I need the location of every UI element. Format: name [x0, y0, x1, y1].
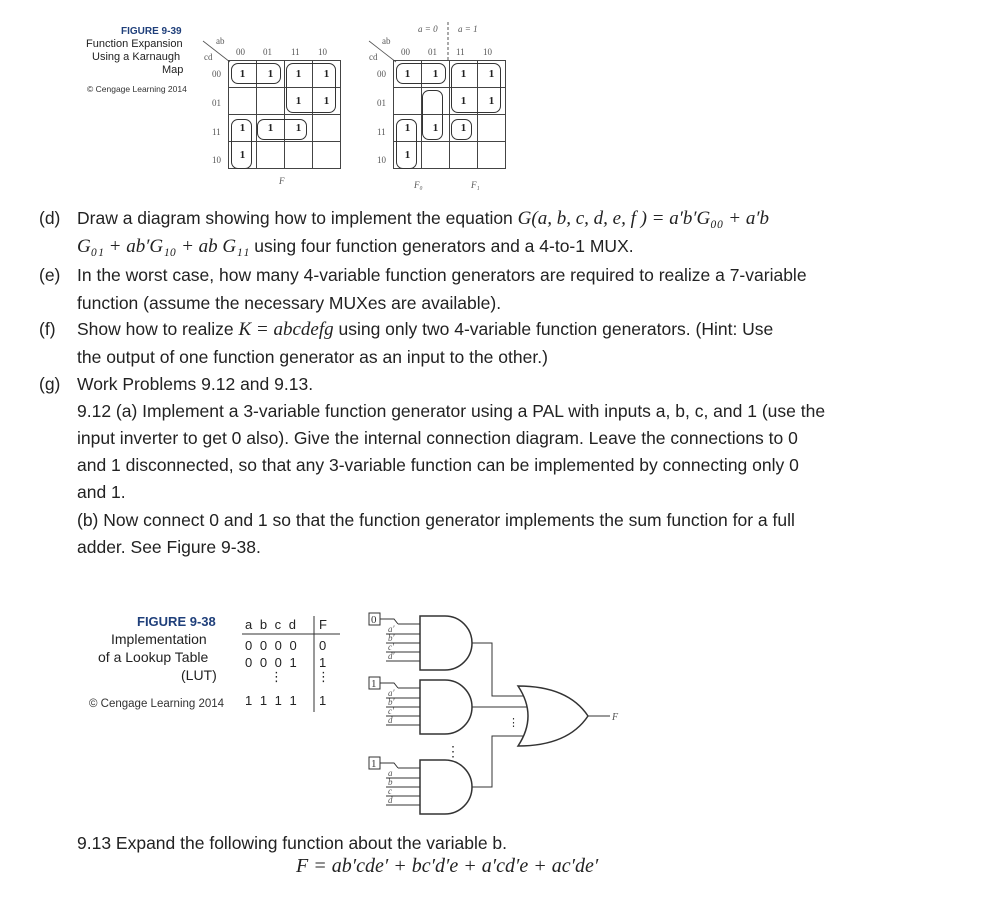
kmap-right-a1-label: a = 1	[458, 24, 478, 34]
gate2-var-c: c′	[388, 706, 394, 716]
lut-row-last-f: 1	[319, 693, 329, 708]
kmap-left-col-10: 10	[318, 47, 327, 57]
item-f-label: (f)	[39, 319, 56, 339]
kmap-right-row-01: 01	[377, 98, 386, 108]
kmap-right-col-10: 10	[483, 47, 492, 57]
kmap-cell	[394, 88, 422, 115]
equation-k: K = abcdefg	[238, 319, 334, 340]
kmap-cell: 1	[285, 61, 313, 88]
lut-row-2-f: 1	[319, 655, 329, 670]
gate1-var-d: d′	[388, 651, 395, 661]
kmap-cell	[257, 88, 285, 115]
and-gate-1	[369, 613, 472, 670]
kmap-cell: 1	[394, 115, 422, 142]
kmap-left-function-label: F	[279, 176, 285, 186]
gate1-var-c: c′	[388, 642, 394, 652]
kmap-right-a0-label: a = 0	[418, 24, 438, 34]
kmap-cell: 1	[229, 115, 257, 142]
and-gate-3	[369, 757, 472, 814]
kmap-cell	[478, 115, 506, 142]
gate3-var-c: c	[388, 786, 392, 796]
kmap-cell: 1	[478, 88, 506, 115]
kmap-right-row-11: 11	[377, 127, 386, 137]
kmap-cell: 1	[394, 142, 422, 169]
item-f-line-1	[77, 316, 967, 343]
kmap-cell: 1	[229, 61, 257, 88]
p912a-line-2: input inverter to get 0 also). Give the internal connection diagram. Leave the connections to 0	[77, 428, 798, 448]
equation-g-cont: G₀₁ + ab′G₁₀ + ab G₁₁	[77, 236, 250, 257]
item-f-text-a: Show how to realize	[77, 319, 239, 339]
lut-header: a b c d	[245, 617, 299, 632]
or-gate	[518, 686, 588, 746]
kmap-right-f1-label: F₁	[471, 180, 480, 190]
gate1-var-a: a′	[388, 624, 395, 634]
lut-gate-diagram	[360, 610, 630, 815]
item-g-line-1: Work Problems 9.12 and 9.13.	[77, 374, 314, 394]
fig938-title: FIGURE 9-38	[137, 614, 216, 629]
kmap-cell	[478, 142, 506, 169]
kmap-cell	[257, 142, 285, 169]
gate2-var-a: a′	[388, 688, 395, 698]
gate2-input-const: 1	[371, 678, 377, 690]
fig939-caption-1: Function Expansion	[86, 38, 183, 50]
gate3-var-b: b	[388, 777, 393, 787]
p912b-line-1: (b) Now connect 0 and 1 so that the function generator implements the sum function for a full	[77, 510, 795, 530]
p912a-line-1: 9.12 (a) Implement a 3-variable function generator using a PAL with inputs a, b, c, and 1 (use the	[77, 401, 826, 421]
fig938-caption-3: (LUT)	[181, 667, 217, 683]
kmap-right-col-11: 11	[456, 47, 465, 57]
item-e-line-1: In the worst case, how many 4-variable function generators are required to realize a 7-variable	[77, 265, 807, 285]
kmap-cell: 1	[313, 61, 341, 88]
kmap-left-row-10: 10	[212, 155, 221, 165]
kmap-cell: 1	[313, 88, 341, 115]
kmap-right-loop	[451, 63, 501, 113]
lut-dots-f: ⋮	[317, 669, 332, 684]
kmap-left-loop	[231, 119, 252, 169]
kmap-cell: 1	[422, 61, 450, 88]
kmap-cell: 1	[450, 115, 478, 142]
or-output-label: F	[612, 712, 619, 723]
kmap-left-ab: ab	[216, 36, 225, 46]
fig938-credit: © Cengage Learning 2014	[89, 698, 225, 710]
kmap-cell: 1	[229, 142, 257, 169]
p912a-line-4: and 1.	[77, 482, 126, 502]
kmap-left-col-01: 01	[263, 47, 272, 57]
kmap-cell: 1	[478, 61, 506, 88]
gate3-input-const: 1	[371, 758, 377, 770]
kmap-cell: 1	[394, 61, 422, 88]
kmap-left-col-00: 00	[236, 47, 245, 57]
kmap-right-loop	[451, 119, 472, 140]
lut-dots: ⋮	[270, 669, 285, 684]
item-g-label: (g)	[39, 374, 61, 394]
kmap-cell: 1	[257, 61, 285, 88]
kmap-left-col-11: 11	[291, 47, 300, 57]
gate3-var-a: a	[388, 768, 393, 778]
lut-header-f: F	[319, 617, 329, 632]
kmap-cell	[313, 142, 341, 169]
p913-line-1: 9.13 Expand the following function about the variable b.	[77, 833, 508, 853]
fig939-caption-3: Map	[162, 64, 184, 76]
kmap-cell	[229, 88, 257, 115]
lut-row-2: 0 0 0 1	[245, 655, 299, 670]
and-gate-2	[369, 677, 472, 734]
kmap-cell: 1	[285, 115, 313, 142]
kmap-right-f0-label: F₀	[414, 180, 423, 190]
item-d-label: (d)	[39, 208, 61, 228]
kmap-right-loop	[422, 90, 443, 140]
item-d-text-2: using four function generators and a 4-to-1 MUX.	[249, 236, 634, 256]
gate1-input-const: 0	[371, 614, 377, 626]
kmap-cell	[422, 142, 450, 169]
p912b-line-2: adder. See Figure 9-38.	[77, 537, 261, 557]
kmap-right-ab: ab	[382, 36, 391, 46]
kmap-cell: 1	[450, 88, 478, 115]
item-e-label: (e)	[39, 265, 61, 285]
fig938-caption-1: Implementation	[111, 631, 207, 647]
fig938-caption-2: of a Lookup Table	[98, 649, 209, 665]
kmap-left-loop	[257, 119, 307, 140]
kmap-left-loop	[286, 63, 336, 113]
item-e-line-2: function (assume the necessary MUXes are available).	[77, 293, 502, 313]
kmap-right-row-00: 00	[377, 69, 386, 79]
lut-row-1: 0 0 0 0	[245, 638, 299, 653]
lut-row-1-f: 0	[319, 638, 329, 653]
kmap-right-loop	[396, 63, 446, 84]
kmap-left-row-01: 01	[212, 98, 221, 108]
fig939-caption-2: Using a Karnaugh	[92, 51, 181, 63]
kmap-left-row-00: 00	[212, 69, 221, 79]
equation-f: F = ab′cde′ + bc′d′e + a′cd′e + ac′de′	[296, 855, 599, 877]
kmap-right-cd: cd	[369, 52, 378, 62]
item-f-text-b: using only two 4-variable function generators. (Hint: Use	[333, 319, 774, 339]
kmap-cell	[313, 115, 341, 142]
kmap-cell: 1	[285, 88, 313, 115]
p912a-line-3: and 1 disconnected, so that any 3-variable function can be implemented by connecting only 0	[77, 455, 799, 475]
or-input-dots: ⋮	[508, 717, 519, 729]
gate2-var-b: b′	[388, 697, 395, 707]
gate1-var-b: b′	[388, 633, 395, 643]
kmap-right-loop	[396, 119, 417, 169]
kmap-cell	[450, 142, 478, 169]
kmap-cell: 1	[257, 115, 285, 142]
gate-dots: ⋮	[446, 745, 460, 760]
kmap-right-col-01: 01	[428, 47, 437, 57]
kmap-right-col-00: 00	[401, 47, 410, 57]
kmap-right-row-10: 10	[377, 155, 386, 165]
kmap-left-row-11: 11	[212, 127, 221, 137]
kmap-cell: 1	[422, 115, 450, 142]
equation-g: G(a, b, c, d, e, f ) = a′b′G₀₀ + a′b	[517, 208, 769, 229]
item-d-line-2	[77, 233, 967, 260]
item-d-text-1: Draw a diagram showing how to implement the equation	[77, 208, 518, 228]
fig939-title: FIGURE 9-39	[121, 26, 182, 37]
kmap-right-divider	[446, 22, 450, 60]
gate2-var-d: d	[388, 715, 393, 725]
kmap-left-loop	[231, 63, 281, 84]
gate3-var-d: d	[388, 795, 393, 805]
fig939-credit: © Cengage Learning 2014	[87, 84, 187, 94]
kmap-cell: 1	[450, 61, 478, 88]
kmap-left-cd: cd	[204, 52, 213, 62]
lut-row-last: 1 1 1 1	[245, 693, 299, 708]
item-f-line-2: the output of one function generator as an input to the other.)	[77, 347, 548, 367]
kmap-cell	[285, 142, 313, 169]
item-d-line-1	[77, 205, 967, 232]
